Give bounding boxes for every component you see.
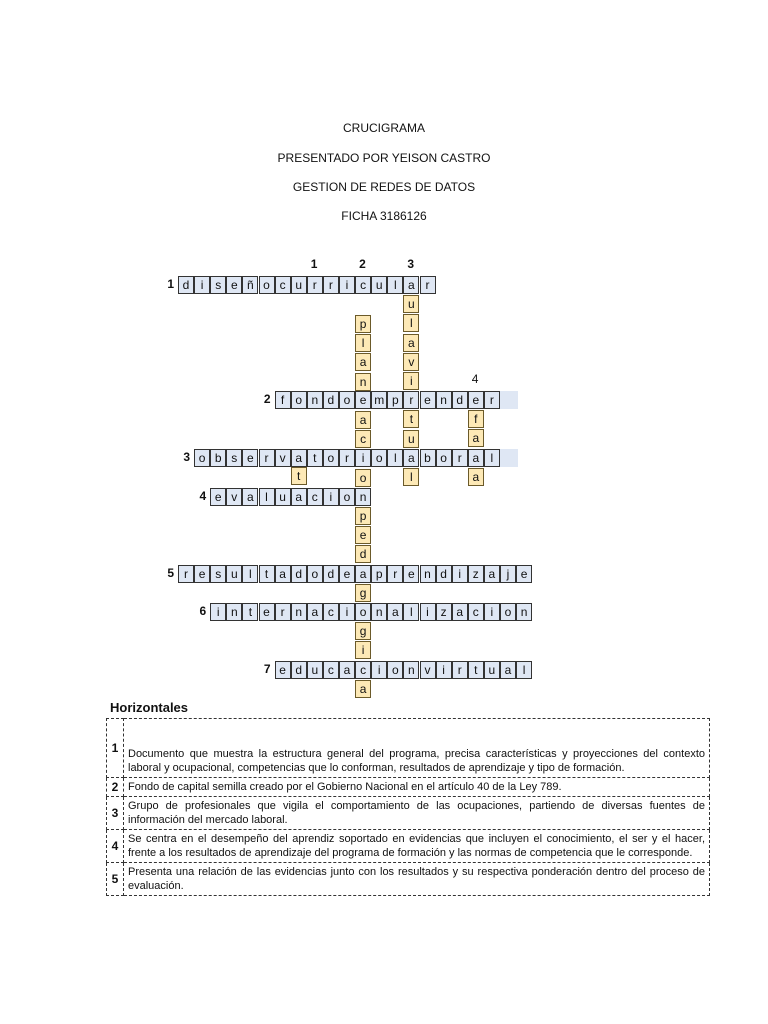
crossword-cell: f [275, 391, 291, 409]
clue-number: 5 [107, 863, 124, 896]
crossword-cell: r [275, 603, 291, 621]
crossword-cell: o [291, 391, 307, 409]
across-number: 5 [167, 566, 174, 580]
crossword-cell: t [468, 661, 484, 679]
crossword-cell: v [420, 661, 436, 679]
crossword-cell: l [516, 661, 532, 679]
crossword-cell: n [420, 565, 436, 583]
crossword-cell: l [259, 488, 275, 506]
crossword-cell: g [355, 584, 371, 602]
crossword-cell: u [226, 565, 242, 583]
document-title: CRUCIGRAMA [342, 121, 425, 135]
crossword-cell: j [500, 565, 516, 583]
crossword-cell: i [436, 661, 452, 679]
crossword-cell: v [403, 353, 419, 371]
crossword-cell: p [371, 565, 387, 583]
clue-number: 1 [107, 719, 124, 778]
crossword-cell: m [371, 391, 387, 409]
crossword-cell: e [226, 276, 242, 294]
crossword-cell: i [355, 641, 371, 659]
crossword-cell: v [226, 488, 242, 506]
crossword-cell: s [210, 276, 226, 294]
crossword-cell: e [210, 488, 226, 506]
crossword-cell: n [291, 603, 307, 621]
crossword-cell: e [194, 565, 210, 583]
clue-row [107, 719, 710, 778]
crossword-cell: r [259, 449, 275, 467]
crossword-cell: e [420, 391, 436, 409]
crossword-cell: p [355, 507, 371, 525]
crossword-cell: a [291, 449, 307, 467]
crossword-cell: c [355, 661, 371, 679]
crossword-cell: r [420, 276, 436, 294]
crossword-cell: d [323, 391, 339, 409]
crossword-cell: s [210, 565, 226, 583]
clue-text: Fondo de capital semilla creado por el Gobierno Nacional en el artículo 40 de la Ley 789. [124, 778, 710, 797]
crossword-cell: e [339, 565, 355, 583]
crossword-cell: u [307, 661, 323, 679]
crossword-cell: i [323, 488, 339, 506]
crossword-cell: d [291, 661, 307, 679]
crossword-cell: d [452, 391, 468, 409]
crossword-cell: r [403, 391, 419, 409]
crossword-cell: a [452, 603, 468, 621]
crossword-cell: a [291, 488, 307, 506]
crossword-cell: d [178, 276, 194, 294]
crossword-cell: i [210, 603, 226, 621]
course-line: GESTION DE REDES DE DATOS [292, 180, 476, 194]
crossword-cell: n [307, 391, 323, 409]
crossword-cell: e [516, 565, 532, 583]
crossword-cell: o [194, 449, 210, 467]
crossword-cell: r [452, 449, 468, 467]
crossword-cell: v [275, 449, 291, 467]
crossword-cell: a [484, 565, 500, 583]
crossword-cell: l [403, 468, 419, 486]
across-number: 2 [263, 392, 271, 406]
crossword-cell: e [259, 603, 275, 621]
crossword-cell: o [500, 603, 516, 621]
crossword-cell: c [275, 276, 291, 294]
crossword-cell: d [291, 565, 307, 583]
crossword-cell: p [387, 391, 403, 409]
crossword-cell: l [387, 449, 403, 467]
crossword-cell: r [387, 565, 403, 583]
crossword-cell: o [436, 449, 452, 467]
across-number: 7 [263, 662, 271, 676]
crossword-cell: r [339, 449, 355, 467]
crossword-cell: a [355, 565, 371, 583]
crossword-cell: u [484, 661, 500, 679]
crossword-cell: n [403, 661, 419, 679]
crossword-cell: n [355, 488, 371, 506]
crossword-cell: l [403, 603, 419, 621]
down-number: 1 [310, 257, 318, 271]
crossword-cell: z [436, 603, 452, 621]
crossword-cell: t [242, 603, 258, 621]
crossword-cell: n [355, 373, 371, 391]
horizontales-heading: Horizontales [110, 700, 189, 715]
crossword-cell: a [468, 449, 484, 467]
crossword-cell: c [323, 603, 339, 621]
crossword-cell: u [403, 295, 419, 313]
across-number: 3 [183, 450, 191, 464]
crossword-cell: a [242, 488, 258, 506]
crossword-cell: c [323, 661, 339, 679]
crossword-cell: u [275, 488, 291, 506]
crossword-cell: r [452, 661, 468, 679]
crossword-cell: o [323, 449, 339, 467]
crossword-cell: i [403, 372, 419, 390]
crossword-cell: n [371, 603, 387, 621]
crossword-cell: s [226, 449, 242, 467]
blank-cell [500, 391, 518, 409]
crossword-cell: c [307, 488, 323, 506]
crossword-cell: e [355, 526, 371, 544]
crossword-cell: f [468, 410, 484, 428]
down-number: 3 [407, 257, 415, 271]
crossword-cell: o [339, 488, 355, 506]
crossword-cell: u [403, 430, 419, 448]
across-number: 6 [199, 604, 207, 618]
crossword-cell: a [275, 565, 291, 583]
crossword-cell: c [468, 603, 484, 621]
crossword-cell: r [484, 391, 500, 409]
crossword-cell: o [307, 565, 323, 583]
crossword-cell: t [307, 449, 323, 467]
blank-cell [500, 449, 518, 467]
crossword-cell: n [516, 603, 532, 621]
crossword-cell: i [452, 565, 468, 583]
crossword-cell: o [387, 661, 403, 679]
crossword-cell: e [468, 391, 484, 409]
crossword-cell: a [403, 276, 419, 294]
crossword-cell: i [194, 276, 210, 294]
clue-text: Presenta una relación de las evidencias junto con los resultados y su respectiva ponderación dentro del proceso de evaluación. [124, 863, 710, 896]
crossword-cell: a [307, 603, 323, 621]
down-number: 2 [359, 257, 366, 271]
crossword-cell: o [371, 449, 387, 467]
crossword-cell: e [242, 449, 258, 467]
crossword-cell: i [339, 276, 355, 294]
crossword-cell: o [339, 391, 355, 409]
crossword-cell: l [242, 565, 258, 583]
crossword-cell: l [355, 334, 371, 352]
crossword-cell: a [387, 603, 403, 621]
crossword-cell: n [436, 391, 452, 409]
crossword-cell: u [371, 276, 387, 294]
down-number: 4 [471, 372, 479, 386]
horizontales-clue-table [106, 718, 710, 896]
crossword-cell: d [323, 565, 339, 583]
crossword-cell: i [355, 449, 371, 467]
crossword-cell: t [259, 565, 275, 583]
crossword-cell: o [355, 469, 371, 487]
author-line: PRESENTADO POR YEISON CASTRO [277, 151, 491, 165]
crossword-cell: a [468, 429, 484, 447]
crossword-cell: i [371, 661, 387, 679]
crossword-cell: u [291, 276, 307, 294]
crossword-cell: t [403, 410, 419, 428]
clue-number: 3 [107, 797, 124, 830]
clue-row [107, 863, 710, 896]
crossword-cell: l [387, 276, 403, 294]
crossword-cell: a [500, 661, 516, 679]
clue-text: Documento que muestra la estructura general del programa, precisa características y proyecciones del contexto laboral y ocupacional, competencias que lo conforman, resultados de aprendizaje y tipo de formación. [124, 719, 710, 778]
crossword-cell: a [403, 334, 419, 352]
clue-row [107, 797, 710, 830]
crossword-cell: l [484, 449, 500, 467]
crossword-cell: o [259, 276, 275, 294]
crossword-cell: b [420, 449, 436, 467]
crossword-cell: l [403, 314, 419, 332]
ficha-line: FICHA 3186126 [341, 209, 427, 223]
across-number: 1 [167, 277, 174, 291]
clue-number: 4 [107, 830, 124, 863]
crossword-cell: z [468, 565, 484, 583]
crossword-cell: p [355, 315, 371, 333]
crossword-cell: n [226, 603, 242, 621]
clue-text: Se centra en el desempeño del aprendiz soportado en evidencias que incluyen el conocimiento, el ser y el hacer, frente a los resultados de aprendizaje del programa de formación y las normas de competencia que le corresponde. [124, 830, 710, 863]
crossword-cell: i [420, 603, 436, 621]
crossword-cell: ñ [242, 276, 258, 294]
crossword-cell: a [468, 468, 484, 486]
crossword-cell: d [436, 565, 452, 583]
crossword-cell: r [178, 565, 194, 583]
clue-text: Grupo de profesionales que vigila el comportamiento de las ocupaciones, partiendo de diversas fuentes de información del mercado laboral. [124, 797, 710, 830]
crossword-cell: a [403, 449, 419, 467]
crossword-cell: r [307, 276, 323, 294]
clue-row [107, 830, 710, 863]
crossword-cell: r [323, 276, 339, 294]
clue-row [107, 778, 710, 797]
crossword-cell: t [291, 467, 307, 485]
crossword-cell: b [210, 449, 226, 467]
crossword-cell: a [339, 661, 355, 679]
crossword-cell: a [355, 353, 371, 371]
crossword-cell: e [403, 565, 419, 583]
crossword-cell: e [275, 661, 291, 679]
crossword-cell: c [355, 276, 371, 294]
crossword-cell: a [355, 680, 371, 698]
crossword-cell: e [355, 391, 371, 409]
clue-number: 2 [107, 778, 124, 797]
across-number: 4 [199, 489, 207, 503]
crossword-cell: c [355, 430, 371, 448]
crossword-cell: i [339, 603, 355, 621]
crossword-cell: g [355, 622, 371, 640]
crossword-cell: i [484, 603, 500, 621]
crossword-cell: a [355, 411, 371, 429]
crossword-cell: d [355, 545, 371, 563]
crossword-cell: o [355, 603, 371, 621]
